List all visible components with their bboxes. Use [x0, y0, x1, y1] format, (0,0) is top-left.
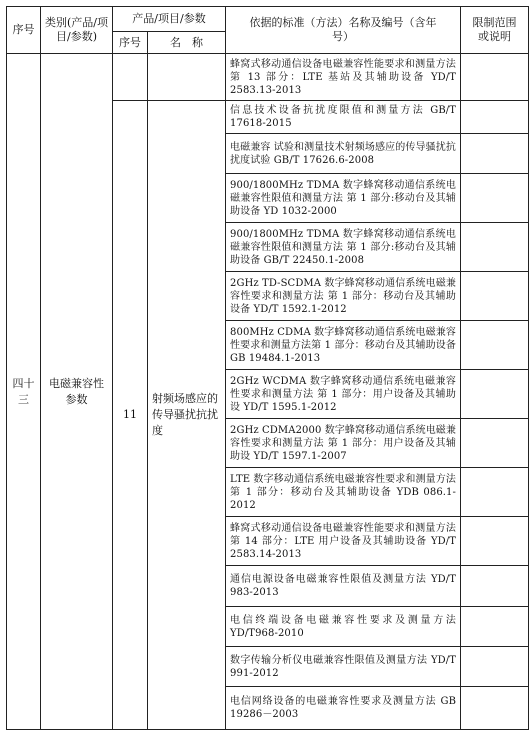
- limit-cell: [461, 647, 529, 687]
- standard-row: 蜂窝式移动通信设备电磁兼容性能要求和测量方法 第 13 部分：LTE 基站及其辅助设备 YD/T 2583.13-2013: [226, 54, 461, 101]
- header-name: 名 称: [148, 32, 226, 54]
- item-name-empty: [148, 54, 226, 101]
- limit-cell: [461, 607, 529, 647]
- limit-cell: [461, 517, 529, 566]
- standard-row: LTE 数字移动通信系统电磁兼容性要求和测量方法 第 1 部分：移动台及其辅助设备 YDB 086.1-2012: [226, 468, 461, 517]
- standard-row: 电信终端设备电磁兼容性要求及测量方法 YD/T968-2010: [226, 607, 461, 647]
- header-sub-seq: 序号: [113, 32, 148, 54]
- standard-row: 2GHz CDMA2000 数字蜂窝移动通信系统电磁兼容性要求和测量方法 第 1 部分：用户设备及其辅助设 YD/T 1597.1-2007: [226, 419, 461, 468]
- group-category: 电磁兼容性参数: [41, 54, 113, 730]
- header-seq: 序号: [7, 7, 41, 54]
- standard-row: 900/1800MHz TDMA 数字蜂窝移动通信系统电磁兼容性限值和测量方法 第 1 部分:移动台及其辅助设备 YD 1032-2000: [226, 174, 461, 223]
- standard-row: 电磁兼容 试验和测量技术射频场感应的传导骚扰抗扰度试验 GB/T 17626.6-2008: [226, 134, 461, 174]
- item-seq-empty: [113, 54, 148, 101]
- standard-row: 数字传输分析仪电磁兼容性限值及测量方法 YD/T 991-2012: [226, 647, 461, 687]
- header-category: 类别(产品/项目/参数): [41, 7, 113, 54]
- standard-row: 900/1800MHz TDMA 数字蜂窝移动通信系统电磁兼容性限值和测量方法 第 1 部分:移动台及其辅助设备 GB/T 22450.1-2008: [226, 223, 461, 272]
- standards-table: [6, 6, 529, 730]
- limit-cell: [461, 223, 529, 272]
- item-seq: 11: [113, 101, 148, 730]
- limit-cell: [461, 54, 529, 101]
- standard-row: 800MHz CDMA 数字蜂窝移动通信系统电磁兼容性要求和测量方法第 1 部分：移动台及其辅助设备 GB 19484.1-2013: [226, 321, 461, 370]
- limit-cell: [461, 321, 529, 370]
- limit-cell: [461, 174, 529, 223]
- limit-cell: [461, 687, 529, 730]
- standard-row: 2GHz TD-SCDMA 数字蜂窝移动通信系统电磁兼容性要求和测量方法 第 1 部分：移动台及其辅助设备 YD/T 1592.1-2012: [226, 272, 461, 321]
- header-limit: 限制范围或说明: [461, 7, 529, 54]
- limit-cell: [461, 566, 529, 607]
- limit-cell: [461, 370, 529, 419]
- standard-row: 电信网络设备的电磁兼容性要求及测量方法 GB 19286－2003: [226, 687, 461, 730]
- standard-row: 信息技术设备抗扰度限值和测量方法 GB/T 17618-2015: [226, 101, 461, 134]
- item-name: 射频场感应的传导骚扰抗扰度: [148, 101, 226, 730]
- limit-cell: [461, 272, 529, 321]
- standard-row: 通信电源设备电磁兼容性限值及测量方法 YD/T 983-2013: [226, 566, 461, 607]
- standard-row: 蜂窝式移动通信设备电磁兼容性能要求和测量方法 第 14 部分：LTE 用户设备及其辅助设备 YD/T 2583.14-2013: [226, 517, 461, 566]
- header-standard: 依据的标准（方法）名称及编号（含年号）: [226, 7, 461, 54]
- standard-row: 2GHz WCDMA 数字蜂窝移动通信系统电磁兼容性要求和测量方法 第 1 部分：用户设备及其辅助设 YD/T 1595.1-2012: [226, 370, 461, 419]
- limit-cell: [461, 419, 529, 468]
- header-product-group: 产品/项目/参数: [113, 7, 226, 32]
- limit-cell: [461, 101, 529, 134]
- limit-cell: [461, 134, 529, 174]
- group-seq: 四十三: [7, 54, 41, 730]
- limit-cell: [461, 468, 529, 517]
